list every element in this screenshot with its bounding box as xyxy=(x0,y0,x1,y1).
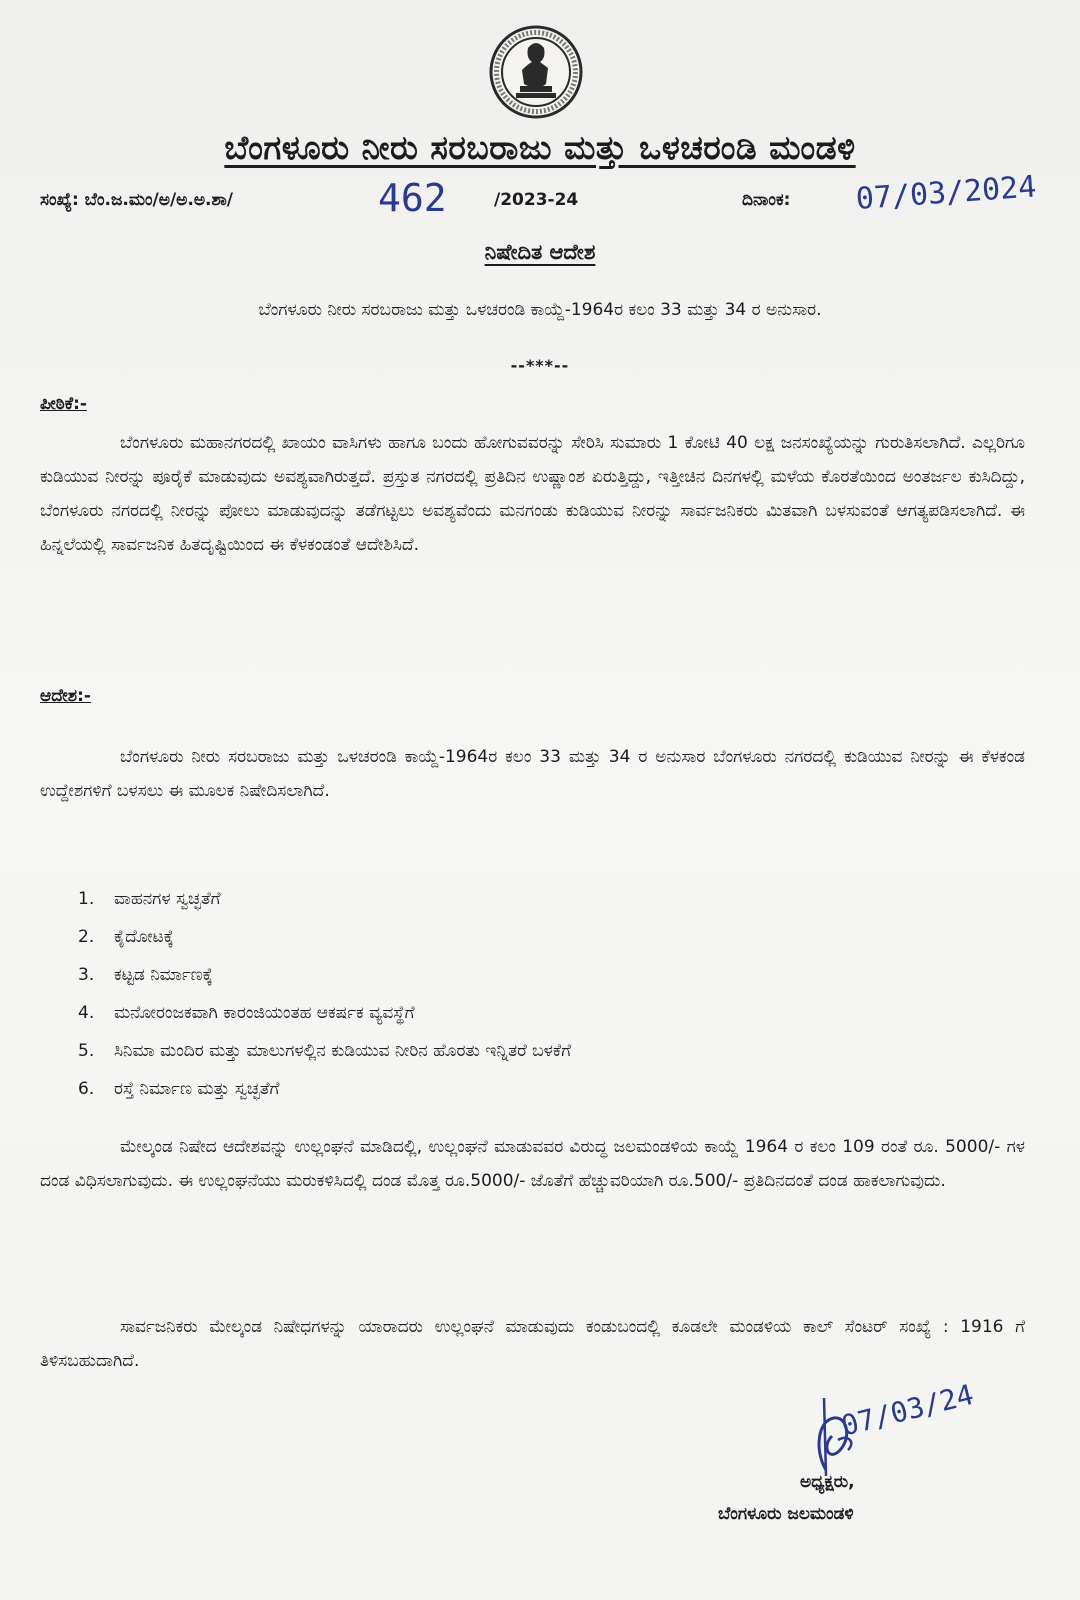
board-emblem-icon xyxy=(488,24,584,120)
order-number-handwritten: 462 xyxy=(378,176,447,220)
list-item xyxy=(78,956,571,994)
order-text: ಬೆಂಗಳೂರು ನೀರು ಸರಬರಾಜು ಮತ್ತು ಒಳಚರಂಡಿ ಕಾಯ್ದೆ-1964ರ ಕಲಂ 33 ಮತ್ತು 34 ರ ಅನುಸಾರ ಬೆಂಗಳೂರು ನಗರದಲ್ಲಿ ಕುಡಿಯುವ ನೀರನ್ನು ಈ ಕೆಳಕಂಡ ಉದ್ದೇಶಗಳಿಗೆ ಬಳಸಲು ಈ ಮೂಲಕ ನಿಷೇದಿಸಲಾಗಿದೆ. xyxy=(40,747,1025,801)
report-text: ಸಾರ್ವಜನಿಕರು ಮೇಲ್ಕಂಡ ನಿಷೇಧಗಳನ್ನು ಯಾರಾದರು ಉಲ್ಲಂಘನೆ ಮಾಡುವುದು ಕಂಡುಬಂದಲ್ಲಿ ಕೂಡಲೇ ಮಂಡಳಿಯ ಕಾಲ್ ಸೆಂಟರ್ ಸಂಖ್ಯೆ : 1916 ಗೆ ತಿಳಿಸಬಹುದಾಗಿದೆ. xyxy=(40,1317,1025,1371)
list-item xyxy=(78,880,571,918)
list-item xyxy=(78,1032,571,1070)
item-number: 6. xyxy=(78,1079,95,1099)
item-text: ಕೈದೋಟಕ್ಕೆ xyxy=(114,927,174,947)
signatory-designation: ಅಧ್ಯಕ್ಷರು, xyxy=(800,1472,855,1492)
order-year: /2023-24 xyxy=(494,190,579,210)
order-heading: ನಿಷೇದಿತ ಆದೇಶ xyxy=(484,240,596,264)
item-text: ಕಟ್ಟಡ ನಿರ್ಮಾಣಕ್ಕೆ xyxy=(114,965,213,985)
legal-reference: ಬೆಂಗಳೂರು ನೀರು ಸರಬರಾಜು ಮತ್ತು ಒಳಚರಂಡಿ ಕಾಯ್ದೆ-1964ರ ಕಲಂ 33 ಮತ್ತು 34 ರ ಅನುಸಾರ. xyxy=(258,300,822,320)
item-number: 5. xyxy=(78,1041,95,1061)
prohibited-uses-list xyxy=(78,880,571,1108)
item-text: ಸಿನಿಮಾ ಮಂದಿರ ಮತ್ತು ಮಾಲುಗಳಲ್ಲಿನ ಕುಡಿಯುವ ನೀರಿನ ಹೊರತು ಇನ್ನಿತರೆ ಬಳಕೆಗೆ xyxy=(114,1041,572,1061)
list-item xyxy=(78,918,571,956)
penalty-text: ಮೇಲ್ಕಂಡ ನಿಷೇದ ಆದೇಶವನ್ನು ಉಲ್ಲಂಘನೆ ಮಾಡಿದಲ್ಲಿ, ಉಲ್ಲಂಘನೆ ಮಾಡುವವರ ವಿರುದ್ಧ ಜಲಮಂಡಳಿಯ ಕಾಯ್ದೆ 1964 ರ ಕಲಂ 109 ರಂತೆ ರೂ. 5000/- ಗಳ ದಂಡ ವಿಧಿಸಲಾಗುವುದು. ಈ ಉಲ್ಲಂಘನೆಯು ಮರುಕಳಿಸಿದಲ್ಲಿ ದಂಡ ಮೊತ್ತ ರೂ.5000/- ಜೊತೆಗೆ ಹೆಚ್ಚುವರಿಯಾಗಿ ರೂ.500/- ಪ್ರತಿದಿನದಂತೆ ದಂಡ ಹಾಕಲಾಗುವುದು. xyxy=(40,1137,1025,1191)
signatory-office: ಬೆಂಗಳೂರು ಜಲಮಂಡಳಿ xyxy=(718,1504,854,1524)
organization-title: ಬೆಂಗಳೂರು ನೀರು ಸರಬರಾಜು ಮತ್ತು ಒಳಚರಂಡಿ ಮಂಡಳಿ xyxy=(224,128,856,167)
order-label: ಆದೇಶ:- xyxy=(40,686,91,706)
item-text: ರಸ್ತೆ ನಿರ್ಮಾಣ ಮತ್ತು ಸ್ವಚ್ಛತೆಗೆ xyxy=(114,1079,280,1099)
item-text: ವಾಹನಗಳ ಸ್ವಚ್ಛತೆಗೆ xyxy=(114,889,221,909)
order-number-label: ಸಂಖ್ಯೆ: ಬೆಂ.ಜ.ಮಂ/ಅ/ಅ.ಅ.ಶಾ/ xyxy=(40,190,234,210)
preamble-text: ಬೆಂಗಳೂರು ಮಹಾನಗರದಲ್ಲಿ ಖಾಯಂ ವಾಸಿಗಳು ಹಾಗೂ ಬಂದು ಹೋಗುವವರನ್ನು ಸೇರಿಸಿ ಸುಮಾರು 1 ಕೋಟಿ 40 ಲಕ್ಷ ಜನಸಂಖ್ಯೆಯನ್ನು ಗುರುತಿಸಲಾಗಿದೆ. ಎಲ್ಲರಿಗೂ ಕುಡಿಯುವ ನೀರನ್ನು ಪೂರೈಕೆ ಮಾಡುವುದು ಅವಶ್ಯವಾಗಿರುತ್ತದೆ. ಪ್ರಸ್ತುತ ನಗರದಲ್ಲಿ ಪ್ರತಿದಿನ ಉಷ್ಣಾಂಶ ಏರುತ್ತಿದ್ದು, ಇತ್ತೀಚಿನ ದಿನಗಳಲ್ಲಿ ಮಳೆಯ ಕೊರತೆಯಿಂದ ಅಂತರ್ಜಲ ಕುಸಿದಿದ್ದು, ಬೆಂಗಳೂರು ನಗರದಲ್ಲಿ ನೀರನ್ನು ಪೋಲು ಮಾಡುವುದನ್ನು ತಡೆಗಟ್ಟಲು ಅವಶ್ಯವೆಂದು ಮನಗಂಡು ಕುಡಿಯುವ ನೀರನ್ನು ಸಾರ್ವಜನಿಕರು ಮಿತವಾಗಿ ಬಳಸುವಂತೆ ಆಗತ್ಯಪಡಿಸಲಾಗಿದೆ. ಈ ಹಿನ್ನಲೆಯಲ್ಲಿ ಸಾರ್ವಜನಿಕ ಹಿತದೃಷ್ಟಿಯಿಂದ ಈ ಕೆಳಕಂಡಂತೆ ಆದೇಶಿಸಿದೆ. xyxy=(40,433,1025,555)
list-item xyxy=(78,1070,571,1108)
item-number: 4. xyxy=(78,1003,95,1023)
preamble-label: ಪೀಠಿಕೆ:- xyxy=(40,394,87,414)
date-label: ದಿನಾಂಕ: xyxy=(742,190,791,210)
item-text: ಮನೋರಂಜಕವಾಗಿ ಕಾರಂಜಿಯಂತಹ ಆಕರ್ಷಕ ವ್ಯವಸ್ಥೆಗೆ xyxy=(114,1003,415,1023)
item-number: 1. xyxy=(78,889,95,909)
date-handwritten: 07/03/2024 xyxy=(854,169,1038,217)
item-number: 3. xyxy=(78,965,95,985)
separator: --***-- xyxy=(510,356,570,375)
signature-date-handwritten: 07/03/24 xyxy=(838,1377,977,1443)
list-item xyxy=(78,994,571,1032)
item-number: 2. xyxy=(78,927,95,947)
